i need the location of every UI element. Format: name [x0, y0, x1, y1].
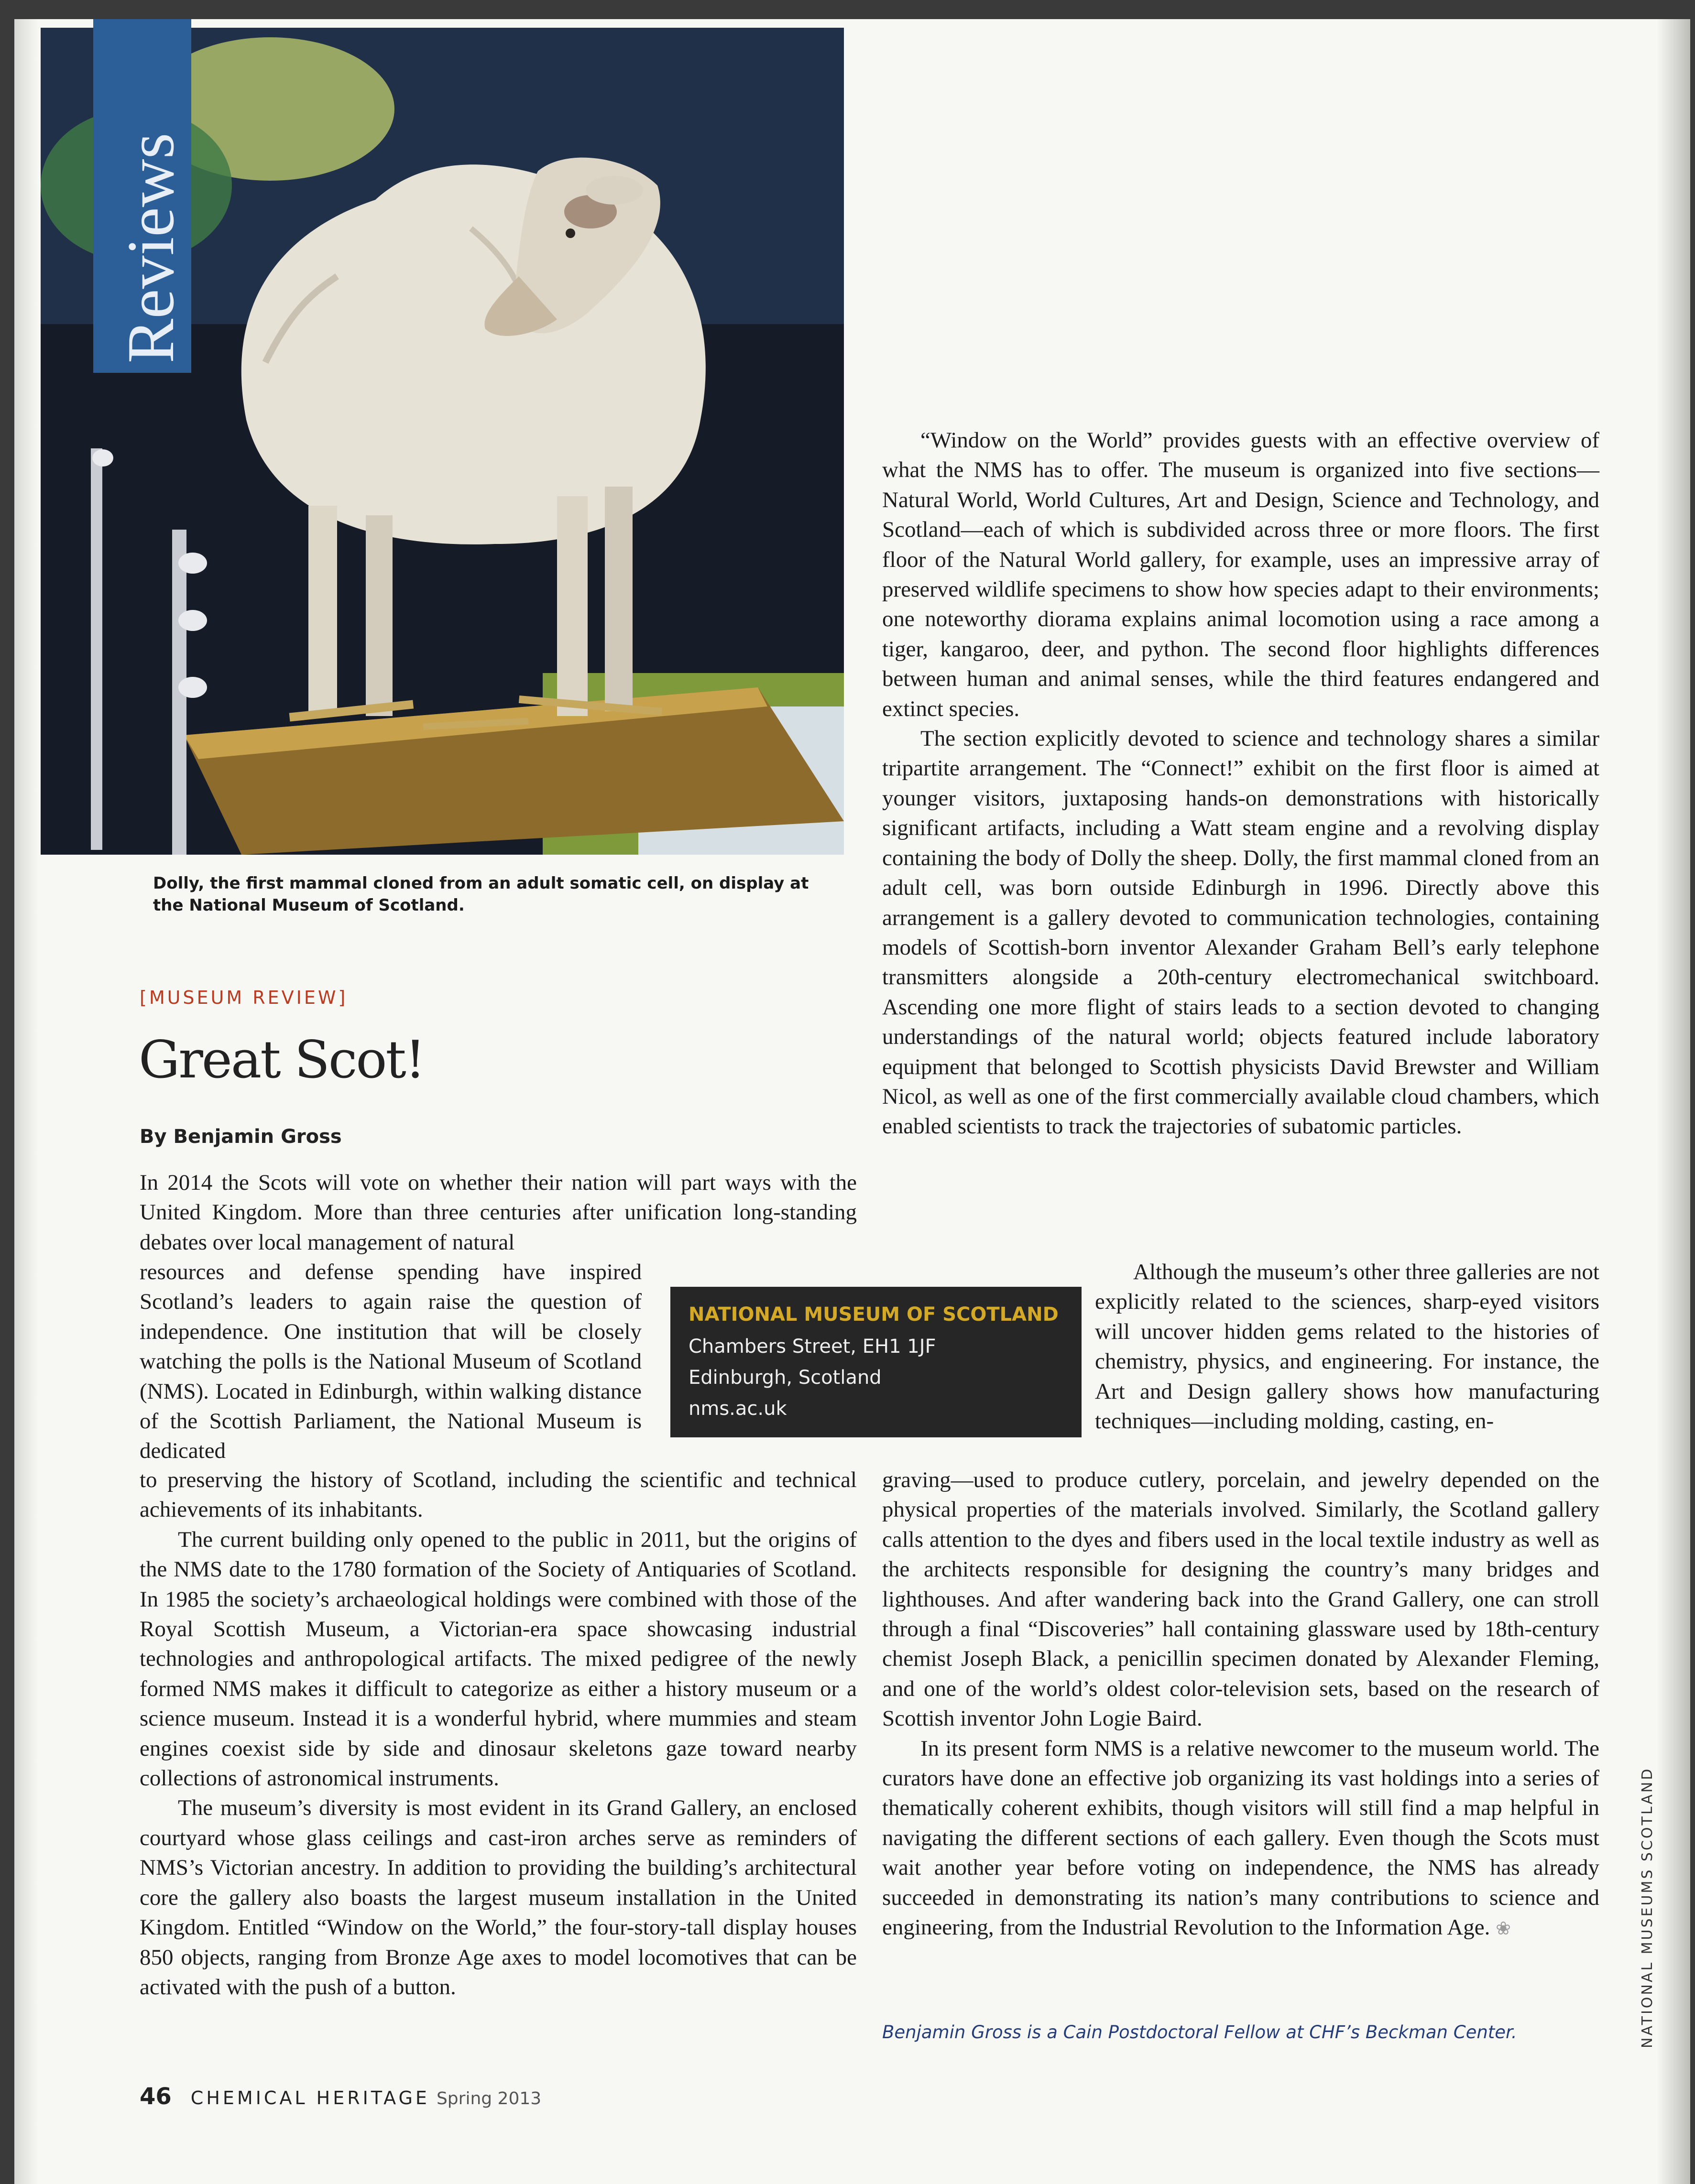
paragraph-7	[882, 1734, 1599, 1944]
paragraph-1-lines-b: resources and defense spending have inspired Scotland’s leaders to again raise the question of independence. One institution that will be closely watching the polls is the National Museum of Scotland (NMS). Located in Edinburgh, within walking distance of the Scottish Parliament, the National Museum is dedicated	[140, 1260, 642, 1464]
section-tab-label: Reviews	[114, 132, 188, 363]
end-mark-icon: ❀	[1496, 1919, 1511, 1939]
left-column-body	[140, 1465, 857, 2002]
page-edge	[1657, 19, 1690, 2184]
paragraph-6a	[1095, 1257, 1599, 1436]
page-number: 46	[140, 2083, 172, 2110]
page-footer	[140, 2083, 541, 2110]
paragraph-4: “Window on the World” provides guests with an effective overview of what the NMS has to offer. The museum is organized into five sections—Natural World, World Cultures, Art and Design, Science and Technology, and Scotland—each of which is subdivided across three or more floors. The first floor of the Natural World gallery, for example, uses an impressive array of preserved wildlife specimens to show how species adapt to their environments; one noteworthy diorama explains animal locomotion using a race among a tiger, kangaroo, deer, and python. The second floor highlights differences between human and animal senses, while the third features endangered and extinct species.	[882, 428, 1599, 721]
photo-caption: Dolly, the first mammal cloned from an adult somatic cell, on display at the National Museum of Scotland.	[153, 874, 809, 915]
info-box-website: nms.ac.uk	[689, 1398, 787, 1420]
issue-label: Spring 2013	[436, 2089, 542, 2108]
paragraph-1a	[140, 1168, 857, 1257]
article-byline: By Benjamin Gross	[140, 1126, 342, 1148]
info-box-address: Chambers Street, EH1 1JF	[689, 1336, 936, 1358]
paragraph-7-text: In its present form NMS is a relative newcomer to the museum world. The curators have done an effective job organizing its vast holdings into a series of thematically coherent exhibits, though visitors will still find a map helpful in navigating the different sections of each gallery. Even though the Scots must wait another year before voting on independence, the NMS has already succeeded in demonstrating its nation’s many contributions to science and engineering, from the Industrial Revolution to the Information Age.	[882, 1736, 1599, 1940]
paragraph-6-lines-a: Although the museum’s other three galleries are not explicitly related to the sciences, sharp-eyed visitors will uncover hidden gems related to the histories of chemistry, physics, and engineering. For instance, the Art and Design gallery shows how manufacturing techniques—including molding, casting, en-	[1095, 1260, 1599, 1434]
paragraph-2: The current building only opened to the public in 2011, but the origins of the NMS date to the 1780 formation of the Society of Antiquaries of Scotland. In 1985 the society’s archaeological holdings were combined with those of the Royal Scottish Museum, a Victorian-era space showcasing industrial technologies and anthropological artifacts. The mixed pedigree of the newly formed NMS makes it difficult to categorize as either a history museum or a science museum. Instead it is a wonderful hybrid, where mummies and steam engines coexist side by side and dinosaur skeletons gaze toward nearby collections of astronomical instruments.	[140, 1527, 857, 1791]
photo-credit: NATIONAL MUSEUMS SCOTLAND	[1639, 1767, 1656, 2048]
magazine-page	[14, 19, 1690, 2184]
author-note: Benjamin Gross is a Cain Postdoctoral Fellow at CHF’s Beckman Center.	[882, 2022, 1517, 2043]
paragraph-6-lines-b: graving—used to produce cutlery, porcelain, and jewelry depended on the physical properties of the materials involved. Similarly, the Scotland gallery calls attention to the dyes and fibers used in the local textile industry as well as the architects responsible for designing the country’s many bridges and lighthouses. And after wandering back into the Grand Gallery, one can stroll through a final “Discoveries” hall containing glassware used by 18th-century chemist Joseph Black, a penicillin specimen donated by Alexander Fleming, and one of the world’s oldest color-television sets, based on the research of Scottish inventor John Logie Baird.	[882, 1467, 1599, 1731]
magazine-name: CHEMICAL HERITAGE	[190, 2087, 430, 2108]
museum-info-box	[670, 1287, 1082, 1437]
paragraph-5: The section explicitly devoted to science and technology shares a similar tripartite arrangement. The “Connect!” exhibit on the first floor is aimed at younger visitors, juxtaposing hands-on demonstrations with historically significant artifacts, including a Watt steam engine and a revolving display containing the body of Dolly the sheep. Dolly, the first mammal cloned from an adult cell, was born outside Edinburgh in 1996. Directly above this arrangement is a gallery devoted to communication technologies, containing models of Scottish-born inventor Alexander Graham Bell’s early telephone transmitters alongside a 20th-century electromechanical switchboard. Ascending one more flight of stairs leads to a section devoted to changing understandings of the natural world; objects featured include laboratory equipment that belonged to Scottish physicists David Brewster and William Nicol, as well as one of the first commercially available cloud chambers, which enabled scientists to track the trajectories of subatomic particles.	[882, 726, 1599, 1139]
binding-shadow	[14, 19, 38, 2184]
article-kicker: [MUSEUM REVIEW]	[140, 987, 348, 1008]
section-tab	[93, 19, 191, 373]
paragraph-1b	[140, 1257, 642, 1466]
right-column-bottom	[882, 1465, 1599, 1944]
paragraph-1-lines-c: to preserving the history of Scotland, including the scientific and technical achievements of its inhabitants.	[140, 1467, 857, 1522]
right-column-top	[882, 425, 1599, 1141]
info-box-title: NATIONAL MUSEUM OF SCOTLAND	[689, 1304, 1059, 1326]
article-title: Great Scot!	[139, 1030, 425, 1090]
paragraph-1-lines-a: In 2014 the Scots will vote on whether their nation will part ways with the United Kingdom. More than three centuries after unification long-standing debates over local management of natural	[140, 1170, 857, 1255]
info-box-city: Edinburgh, Scotland	[689, 1367, 882, 1389]
paragraph-3: The museum’s diversity is most evident in its Grand Gallery, an enclosed courtyard whose glass ceilings and cast-iron arches serve as reminders of NMS’s Victorian ancestry. In addition to providing the building’s architectural core the gallery also boasts the largest museum installation in the United Kingdom. Entitled “Window on the World,” the four-story-tall display houses 850 objects, ranging from Bronze Age axes to model locomotives that can be activated with the push of a button.	[140, 1795, 857, 1999]
